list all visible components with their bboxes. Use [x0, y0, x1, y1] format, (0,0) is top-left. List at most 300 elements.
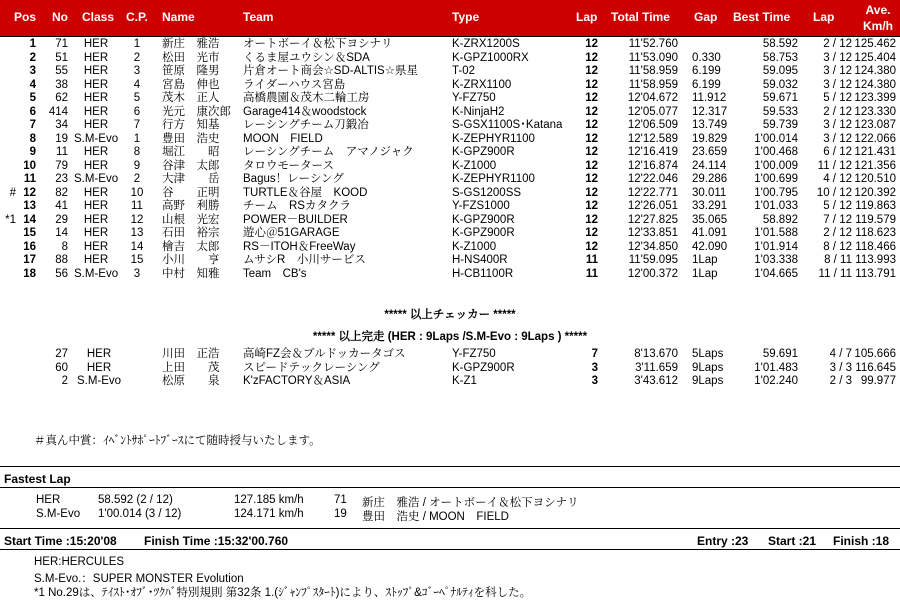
cell-blap: 2 / 12 — [823, 105, 852, 118]
cell-type: K-Z1 — [452, 375, 477, 387]
cell-cp: 12 — [130, 213, 144, 226]
cell-type: H-NS400R — [452, 254, 508, 266]
cell-total: 12'05.077 — [627, 105, 678, 118]
divider — [0, 528, 900, 529]
cell-team: Garage414＆woodstock — [243, 105, 367, 118]
cell-no: 29 — [55, 213, 68, 226]
cell-type: Y-FZS1000 — [452, 200, 510, 212]
cell-pos: 9 — [29, 146, 36, 158]
result-row — [0, 133, 900, 147]
nonfinisher-row — [0, 362, 900, 376]
cell-no: 51 — [55, 51, 68, 64]
col-ave: Ave. Km/h — [863, 3, 893, 33]
cell-no: 82 — [55, 186, 68, 199]
cell-name: 光元 康次郎 — [162, 105, 231, 118]
cell-team: ムサシR 小川サービス — [243, 254, 366, 266]
cell-no: 62 — [55, 92, 68, 104]
cell-lap: 12 — [585, 227, 598, 239]
cell-ave: 118.466 — [855, 240, 896, 253]
cell-best: 1'00.009 — [754, 159, 798, 172]
cell-lap: 12 — [585, 38, 598, 50]
cell-type: K-GPZ900R — [452, 146, 515, 158]
cell-total: 11'53.090 — [628, 51, 678, 64]
cell-lap: 12 — [585, 213, 598, 226]
cell-pos: 12 — [23, 186, 36, 199]
cell-lap: 12 — [585, 92, 598, 104]
cell-cp: 9 — [133, 159, 141, 172]
cell-best: 59.032 — [762, 78, 798, 91]
cell-cp: 13 — [130, 227, 144, 239]
cell-no: 27 — [55, 348, 68, 360]
cell-blap: 8 / 11 — [824, 254, 852, 266]
cell-ave: 120.510 — [854, 173, 896, 185]
cell-total: 12'27.825 — [627, 213, 678, 226]
cell-ave: 113.791 — [855, 267, 896, 280]
cell-ave: 116.645 — [855, 361, 896, 374]
cell-blap: 2 / 12 — [823, 38, 852, 50]
cell-cls: HER — [83, 78, 109, 91]
cell-cls: HER — [83, 51, 109, 64]
cell-name: 川田 正浩 — [162, 348, 220, 360]
cell-pos: 11 — [23, 173, 36, 185]
cell-ave: 113.993 — [855, 254, 896, 266]
cell-team: ライダーハウス宮島 — [243, 78, 346, 91]
result-row — [0, 241, 900, 255]
cell-blap: 3 / 3 — [829, 361, 852, 374]
result-row — [0, 119, 900, 133]
cell-type: S-GSX1100S･Katana — [452, 119, 563, 131]
cell-team: レーシングチーム アマノジャク — [243, 146, 414, 158]
cell-type: K-GPZ900R — [452, 227, 515, 239]
cell-gap: 42.090 — [692, 240, 728, 253]
cell-no: 88 — [55, 254, 68, 266]
cell-name: 谷 正明 — [162, 186, 220, 199]
divider — [0, 487, 900, 488]
cell-best: 1'01.914 — [754, 240, 798, 253]
cell-blap: 3 / 12 — [823, 132, 852, 145]
cell-gap: 6.199 — [692, 78, 721, 91]
cell-lap: 3 — [591, 375, 598, 387]
cell-ave: 123.399 — [854, 92, 896, 104]
cell-cls: HER — [86, 361, 112, 374]
cell-cp: 5 — [133, 92, 141, 104]
results-table — [0, 38, 900, 281]
nonfinisher-row — [0, 375, 900, 389]
cell-cls: HER — [83, 92, 109, 104]
cell-best: 59.095 — [762, 65, 798, 77]
cell-best: 1'03.338 — [754, 254, 798, 266]
cell-cls: HER — [83, 240, 109, 253]
cell-name: 行方 知基 — [162, 119, 220, 131]
cell-gap: 19.829 — [692, 132, 728, 145]
col-gap: Gap — [694, 10, 718, 24]
cell-lap: 12 — [585, 146, 598, 158]
cell-lap: 12 — [585, 65, 598, 77]
cell-total: 12'22.771 — [627, 186, 678, 199]
entry-count: Entry :23 — [697, 534, 749, 548]
cell-cp: 11 — [131, 200, 143, 212]
cell-cls: HER — [83, 159, 109, 172]
results-header — [0, 0, 900, 37]
cell-blap: 8 / 12 — [823, 240, 852, 253]
cell-best: 59.691 — [762, 348, 798, 360]
cell-team: MOON FIELD — [243, 132, 323, 145]
cell-cls: HER — [83, 65, 109, 77]
cell-type: H-CB1100R — [452, 267, 514, 280]
cell-gap: 9Laps — [692, 375, 724, 387]
cell-total: 3'43.612 — [634, 375, 678, 387]
cell-ave: 124.380 — [854, 65, 896, 77]
cell-name: 石田 裕宗 — [162, 227, 220, 239]
cell-blap: 2 / 12 — [823, 227, 852, 239]
cell-cp: 8 — [133, 146, 141, 158]
divider — [0, 466, 900, 467]
cell-ave: 124.380 — [854, 78, 896, 91]
cell-no: 414 — [48, 105, 68, 118]
cell-gap: 24.114 — [692, 159, 727, 172]
cell-team: 高橋農園＆茂木二輪工房 — [243, 92, 370, 104]
cell-no: 41 — [55, 200, 68, 212]
checker-line: ***** 以上チェッカー ***** — [384, 309, 516, 321]
cell-gap: 11.912 — [692, 92, 727, 104]
col-team: Team — [243, 10, 274, 24]
cell-cls: HER — [83, 38, 109, 50]
cell-cp: 2 — [133, 173, 141, 185]
cell-pos: 5 — [29, 92, 36, 104]
cell-name: 檜吉 太郎 — [162, 240, 220, 253]
finish-line: ***** 以上完走 (HER : 9Laps /S.M-Evo : 9Laps ) ***** — [312, 331, 588, 343]
cell-best: 59.739 — [762, 119, 798, 131]
result-row — [0, 92, 900, 106]
finish-time: Finish Time :15:32'00.760 — [144, 534, 289, 548]
cell-cp: 10 — [130, 186, 144, 199]
cell-team: Team CB's — [243, 267, 307, 280]
cell-name: 小川 亨 — [162, 254, 220, 266]
cell-name: 茂木 正人 — [162, 92, 220, 104]
cell-team: 遊心＠51GARAGE — [243, 227, 340, 239]
cell-best: 1'00.699 — [754, 173, 798, 185]
cell-best: 1'01.483 — [754, 361, 798, 374]
cell-cls: HER — [83, 227, 109, 239]
cell-gap: 12.317 — [692, 105, 728, 118]
cell-cp: 3 — [133, 267, 141, 280]
finish-count: Finish :18 — [833, 534, 890, 548]
cell-lap: 12 — [585, 186, 598, 199]
cell-pos: 8 — [29, 132, 36, 145]
cell-mark: *1 — [5, 213, 16, 226]
cell-blap: 3 / 12 — [823, 65, 852, 77]
cell-gap: 29.286 — [692, 173, 728, 185]
cell-blap: 2 / 3 — [829, 375, 852, 387]
cell-best: 1'00.468 — [754, 146, 798, 158]
cell-name: 豊田 浩史 — [162, 132, 220, 145]
nonfinisher-row — [0, 348, 900, 362]
cell-gap: 1Lap — [692, 254, 718, 266]
cell-type: K-GPZ1000RX — [452, 51, 529, 64]
result-row — [0, 268, 900, 282]
cell-cp: 1 — [133, 132, 141, 145]
cell-blap: 11 / 12 — [817, 159, 852, 172]
cell-pos: 10 — [23, 159, 36, 172]
start-count: Start :21 — [768, 534, 817, 548]
cell-total: 11'52.760 — [628, 38, 678, 50]
cell-ave: 119.579 — [855, 213, 896, 226]
cell-name: 堀江 昭 — [162, 146, 220, 158]
cell-cp: 15 — [130, 254, 144, 266]
cell-lap: 12 — [585, 200, 598, 212]
result-row — [0, 173, 900, 187]
cell-blap: 3 / 12 — [823, 51, 852, 64]
cell-total: 11'59.095 — [628, 254, 678, 266]
cell-team: くるま屋ユウシン＆SDA — [243, 51, 370, 64]
cell-type: K-Z1000 — [452, 159, 497, 172]
cell-cp: 6 — [133, 105, 141, 118]
cell-best: 1'00.014 — [754, 132, 798, 145]
cell-pos: 6 — [29, 105, 36, 118]
cell-gap: 1Lap — [692, 267, 718, 280]
cell-no: 11 — [56, 146, 68, 158]
cell-name: 高野 利勝 — [162, 200, 220, 212]
cell-ave: 123.330 — [854, 105, 896, 118]
legend-smevo: S.M-Evo.：SUPER MONSTER Evolution — [34, 573, 244, 585]
result-row — [0, 187, 900, 201]
cell-ave: 123.087 — [854, 119, 896, 131]
cell-total: 12'04.672 — [627, 92, 678, 104]
cell-team: Bagus！レーシング — [243, 173, 344, 185]
cell-blap: 6 / 12 — [823, 146, 852, 158]
result-row — [0, 200, 900, 214]
cell-best: 58.753 — [762, 51, 798, 64]
cell-no: 55 — [55, 65, 68, 77]
cell-team: オートボーイ＆松下ヨシナリ — [243, 38, 393, 50]
col-best-time: Best Time — [733, 10, 791, 24]
cell-blap: 7 / 12 — [823, 213, 852, 226]
cell-total: 12'00.372 — [627, 267, 678, 280]
col-total-time: Total Time — [611, 10, 670, 24]
cell-no: 56 — [55, 267, 68, 280]
cell-gap: 5Laps — [692, 348, 724, 360]
cell-type: K-ZEPHYR1100 — [452, 132, 535, 145]
cell-cp: 1 — [133, 38, 141, 50]
cell-no: 38 — [55, 78, 68, 91]
cell-no: 8 — [61, 240, 68, 253]
cell-total: 3'11.659 — [635, 361, 678, 374]
cell-name: 松田 光市 — [162, 51, 220, 64]
col-no: No — [52, 10, 68, 24]
cell-type: Y-FZ750 — [452, 92, 496, 104]
cell-total: 8'13.670 — [634, 348, 678, 360]
cell-type: S-GS1200SS — [452, 186, 522, 199]
cell-lap: 12 — [585, 159, 598, 172]
cell-lap: 12 — [585, 51, 598, 64]
result-row — [0, 65, 900, 79]
cell-pos: 13 — [23, 200, 36, 212]
cell-type: K-Z1000 — [452, 240, 497, 253]
cell-best: 59.671 — [762, 92, 798, 104]
result-row — [0, 254, 900, 268]
cell-pos: 17 — [23, 254, 36, 266]
cell-best: 1'01.588 — [754, 227, 798, 239]
cell-lap: 7 — [591, 348, 598, 360]
cell-ave: 121.431 — [854, 146, 896, 158]
result-row — [0, 227, 900, 241]
cell-gap: 33.291 — [692, 200, 728, 212]
divider — [0, 549, 900, 550]
cell-gap: 35.065 — [692, 213, 728, 226]
cell-total: 12'12.589 — [627, 132, 678, 145]
cell-ave: 105.666 — [854, 348, 896, 360]
cell-cls: S.M-Evo — [74, 267, 119, 280]
cell-no: 71 — [55, 38, 68, 50]
cell-pos: 3 — [29, 65, 36, 77]
cell-cls: HER — [83, 186, 109, 199]
cell-lap: 11 — [585, 267, 598, 280]
fastest-lap-row: S.M-Evo 1'00.014 (3 / 12) 124.171 km/h 19 豊田 浩史 / MOON FIELD — [36, 508, 509, 523]
cell-no: 79 — [55, 159, 68, 172]
cell-cls: HER — [83, 213, 109, 226]
cell-pos: 18 — [23, 267, 36, 280]
col-lap: Lap — [576, 10, 598, 24]
cell-gap: 0.330 — [692, 51, 721, 64]
cell-name: 笹原 隆男 — [162, 65, 220, 77]
cell-ave: 118.623 — [855, 227, 896, 239]
result-row — [0, 52, 900, 66]
cell-lap: 12 — [585, 132, 598, 145]
result-row — [0, 214, 900, 228]
col-best-lap: Lap — [813, 10, 835, 24]
cell-team: チーム RSカタクラ — [243, 200, 351, 212]
cell-name: 松原 泉 — [162, 375, 220, 387]
cell-pos: 14 — [23, 213, 36, 226]
cell-gap: 9Laps — [692, 361, 724, 374]
cell-team: TURTLE＆谷屋 KOOD — [243, 186, 368, 199]
cell-ave: 99.977 — [860, 375, 896, 387]
cell-type: K-ZRX1100 — [452, 78, 512, 91]
cell-team: スピードテックレーシング — [243, 361, 380, 374]
cell-lap: 12 — [585, 173, 598, 185]
cell-best: 1'02.240 — [754, 375, 798, 387]
cell-name: 大津 岳 — [162, 173, 220, 185]
cell-cls: S.M-Evo — [76, 375, 122, 387]
cell-gap: 30.011 — [692, 186, 727, 199]
cell-lap: 12 — [585, 119, 598, 131]
cell-cls: HER — [86, 348, 112, 360]
cell-gap: 13.749 — [692, 119, 728, 131]
cell-type: T-02 — [452, 65, 476, 77]
cell-no: 19 — [55, 132, 68, 145]
cell-team: K'zFACTORY＆ASIA — [243, 375, 351, 387]
cell-no: 14 — [55, 227, 68, 239]
cell-total: 11'58.959 — [628, 78, 678, 91]
cell-type: Y-FZ750 — [452, 348, 496, 360]
cell-best: 1'04.665 — [754, 267, 798, 280]
cell-total: 12'16.874 — [627, 159, 678, 172]
cell-team: POWER－BUILDER — [243, 213, 348, 226]
cell-cls: HER — [83, 254, 109, 266]
col-name: Name — [162, 10, 195, 24]
cell-cp: 7 — [133, 119, 141, 131]
cell-type: K-GPZ900R — [452, 361, 515, 374]
cell-blap: 5 / 12 — [823, 92, 852, 104]
cell-cls: HER — [83, 146, 109, 158]
cell-name: 山根 光宏 — [162, 213, 220, 226]
cell-pos: 15 — [23, 227, 36, 239]
cell-no: 60 — [55, 361, 68, 374]
result-row — [0, 106, 900, 120]
cell-cls: S.M-Evo — [74, 173, 119, 185]
result-row — [0, 38, 900, 52]
result-row — [0, 79, 900, 93]
cell-gap: 23.659 — [692, 146, 728, 158]
cell-pos: 2 — [29, 51, 36, 64]
fastest-lap-row: HER 58.592 (2 / 12) 127.185 km/h 71 新庄 雅浩 / オートボーイ＆松下ヨシナリ — [36, 494, 579, 509]
cell-type: K-ZEPHYR1100 — [452, 173, 535, 185]
cell-gap: 41.091 — [692, 227, 728, 239]
cell-name: 中村 知雅 — [162, 267, 220, 280]
cell-lap: 11 — [585, 254, 598, 266]
result-row — [0, 160, 900, 174]
cell-team: レーシングチーム刀鍛冶 — [243, 119, 369, 131]
cell-lap: 3 — [591, 361, 598, 374]
cell-pos: 7 — [29, 119, 36, 131]
cell-blap: 4 / 7 — [829, 348, 852, 360]
cell-no: 34 — [55, 119, 68, 131]
cell-best: 59.533 — [762, 105, 798, 118]
cell-name: 上田 茂 — [162, 361, 220, 374]
cell-best: 58.892 — [762, 213, 798, 226]
cell-lap: 12 — [585, 78, 598, 91]
cell-type: K-ZRX1200S — [452, 38, 520, 50]
cell-name: 宮島 伸也 — [162, 78, 220, 91]
cell-team: タロウモータース — [243, 159, 334, 172]
cell-no: 2 — [61, 375, 68, 387]
cell-mark: # — [9, 186, 16, 199]
award-note: ＃真ん中賞：ｲﾍﾞﾝﾄｻﾎﾟｰﾄﾌﾞｰｽにて随時授与いたします。 — [34, 435, 321, 447]
cell-ave: 121.356 — [854, 159, 896, 172]
cell-blap: 11 / 11 — [818, 267, 852, 280]
cell-best: 58.592 — [762, 38, 798, 50]
cell-ave: 125.462 — [854, 38, 896, 50]
cell-team: 高崎FZ会＆ブルドッカータゴス — [243, 348, 406, 360]
cell-best: 1'01.033 — [754, 200, 798, 212]
legend-her: HER:HERCULES — [34, 556, 125, 568]
cell-blap: 10 / 12 — [816, 186, 852, 199]
cell-blap: 5 / 12 — [823, 200, 852, 212]
cell-cls: HER — [83, 200, 109, 212]
cell-total: 12'16.419 — [627, 146, 678, 158]
cell-cls: HER — [83, 119, 109, 131]
cell-team: 片倉オート商会☆SD-ALTIS☆県星 — [243, 65, 419, 77]
cell-no: 23 — [55, 173, 68, 185]
cell-total: 12'33.851 — [627, 227, 678, 239]
cell-cls: HER — [83, 105, 109, 118]
cell-team: RS－ITOH＆FreeWay — [243, 240, 356, 253]
col-pos: Pos — [14, 10, 37, 24]
cell-type: K-GPZ900R — [452, 213, 515, 226]
col-cp: C.P. — [126, 10, 148, 24]
col-class: Class — [82, 10, 115, 24]
cell-total: 12'22.046 — [627, 173, 678, 185]
cell-cp: 4 — [133, 78, 141, 91]
cell-total: 11'58.959 — [628, 65, 678, 77]
cell-lap: 12 — [585, 240, 598, 253]
col-type: Type — [452, 10, 480, 24]
fastest-lap-title: Fastest Lap — [4, 472, 71, 486]
cell-name: 新庄 雅浩 — [162, 38, 220, 50]
cell-cp: 3 — [133, 65, 141, 77]
cell-cp: 2 — [133, 51, 141, 64]
cell-blap: 4 / 12 — [823, 173, 852, 185]
